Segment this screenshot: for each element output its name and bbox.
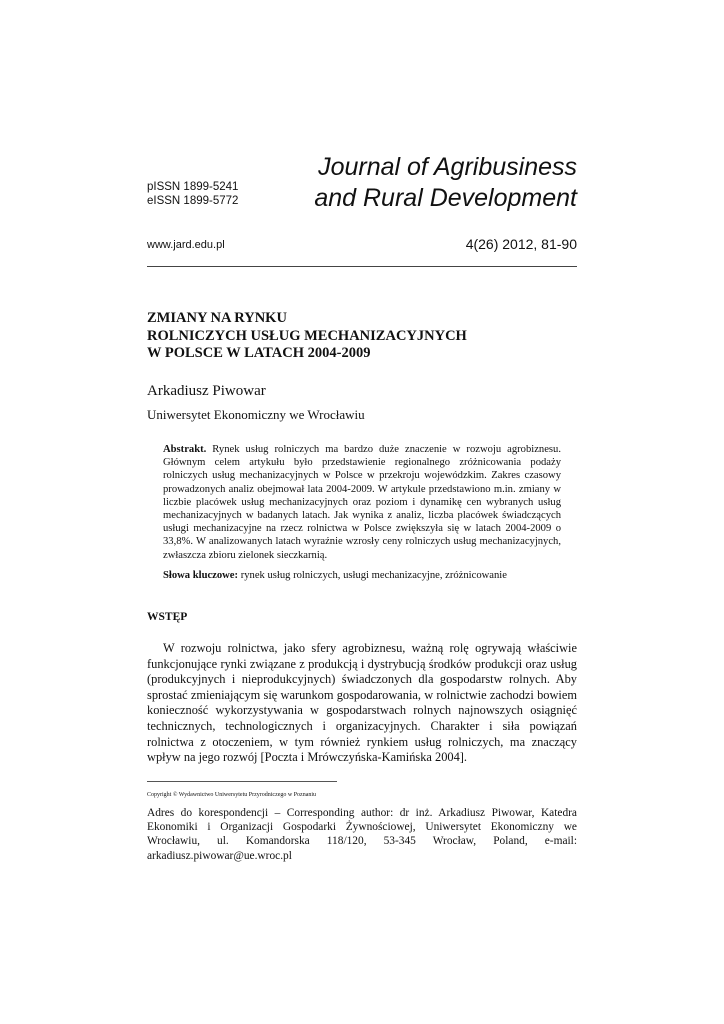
intro-paragraph: W rozwoju rolnictwa, jako sfery agrobiznesu, ważną rolę ogrywają właściwie funkcjonujące rynki związane z produkcją i dystrybucją środków produkcji oraz usług (produkcyjnych i nieprodukcyjnych) świadczonych dla gospodarstw rolnych. Aby sprostać zmieniającym się warunkom gospodarowania, w rolnictwie zachodzi bowiem konieczność wykorzystywania w gospodarstwach rolnych najnowszych osiągnięć technicznych, technologicznych i organizacyjnych. Charakter i siła powiązań rolnictwa z otoczeniem, w tym również rynkiem usług rolniczych, ma znaczący wpływ na jego rozwój [Poczta i Mrówczyńska-Kamińska 2004]. xyxy=(147,641,577,765)
journal-title-line2: and Rural Development xyxy=(314,184,577,212)
author-affiliation: Uniwersytet Ekonomiczny we Wrocławiu xyxy=(147,407,365,422)
section-heading: WSTĘP xyxy=(147,611,188,623)
issn-block xyxy=(147,180,238,208)
keywords-text: rynek usług rolniczych, usługi mechanizacyjne, zróżnicowanie xyxy=(240,570,507,581)
journal-title-line1: Journal of Agribusiness xyxy=(318,153,577,181)
eissn: eISSN 1899-5772 xyxy=(147,195,239,207)
abstract xyxy=(163,443,561,562)
journal-title xyxy=(314,152,577,214)
journal-website: www.jard.edu.pl xyxy=(147,239,225,251)
keywords xyxy=(163,569,561,582)
article-title xyxy=(147,310,577,363)
correspondence-address: Adres do korespondencji – Corresponding author: dr inż. Arkadiusz Piwowar, Katedra Ekonomiki i Organizacji Gospodarki Żywnościowej, Uniwersytet Ekonomiczny we Wrocławiu, ul. Komandorska 118/120, 53-345 Wrocław, Poland, e-mail: arkadiusz.piwowar@ue.wroc.pl xyxy=(147,807,577,862)
header-divider xyxy=(147,266,577,267)
article-title-line3: W POLSCE W LATACH 2004-2009 xyxy=(147,345,371,361)
author-name: Arkadiusz Piwowar xyxy=(147,383,266,399)
issue-info: 4(26) 2012, 81-90 xyxy=(465,236,577,252)
keywords-label: Słowa kluczowe: xyxy=(163,570,239,581)
footnote-divider xyxy=(147,781,337,782)
abstract-label: Abstrakt. xyxy=(163,444,207,455)
article-title-line1: ZMIANY NA RYNKU xyxy=(147,310,287,326)
copyright-notice: Copyright © Wydawnictwo Uniwersytetu Przyrodniczego w Poznaniu xyxy=(147,792,317,798)
abstract-text: Rynek usług rolniczych ma bardzo duże znaczenie w rozwoju agrobiznesu. Głównym celem artykułu było przedstawienie regionalnego zróżnicowania podaży rolniczych usług mechanizacyjnych w Polsce w przekroju wojewódzkim. Zakres czasowy prowadzonych analiz obejmował lata 2004-2009. W artykule przedstawiono m.in. zmiany w liczbie placówek usług mechanizacyjnych oraz poziom i dynamikę cen wybranych usług mechanizacyjnych w badanych latach. Jak wynika z analiz, liczba placówek świadczących usługi mechanizacyjne na rzecz rolnictwa w Polsce zwiększyła się w latach 2004-2009 o 33,8%. W analizowanych latach wyraźnie wzrosły ceny rolniczych usług mechanizacyjnych, zwłaszcza zbioru zielonek sieczkarnią. xyxy=(163,444,561,561)
article-title-line2: ROLNICZYCH USŁUG MECHANIZACYJNYCH xyxy=(147,327,467,344)
pissn: pISSN 1899-5241 xyxy=(147,181,239,193)
